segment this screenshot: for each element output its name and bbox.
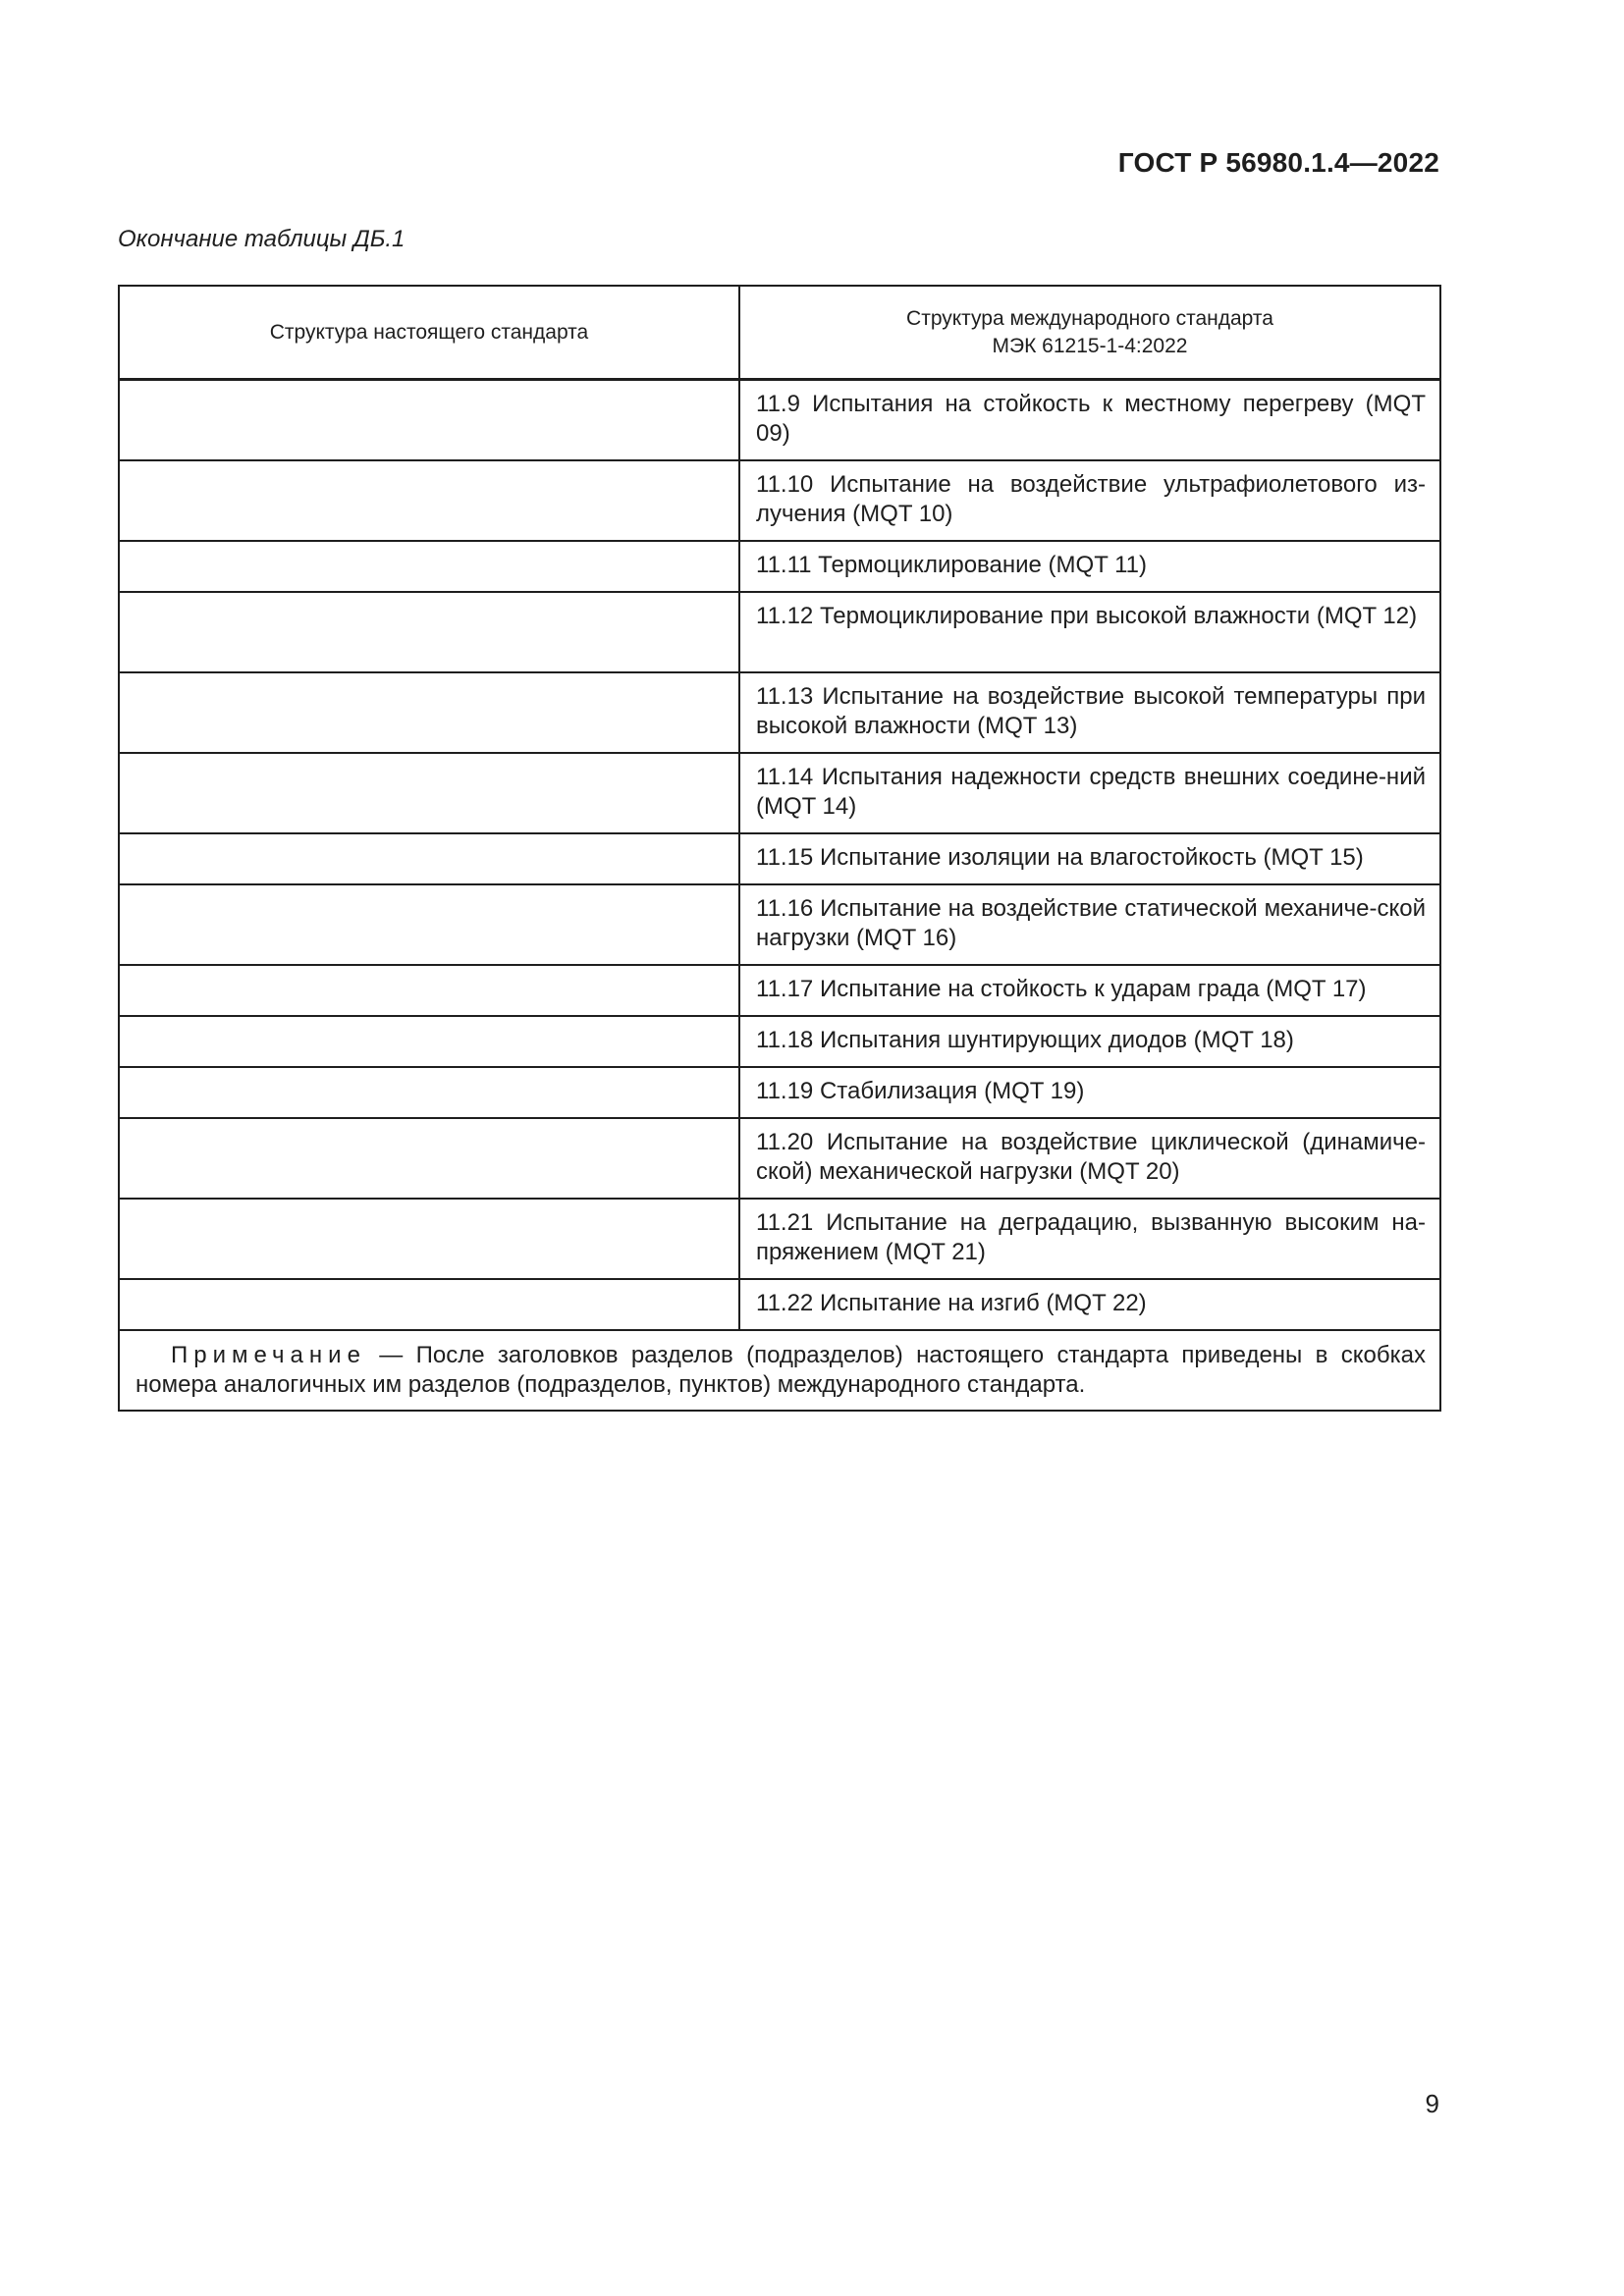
table-body xyxy=(119,380,1440,1331)
note-label: Примечание xyxy=(171,1342,366,1368)
table-row xyxy=(119,460,1440,541)
note-text: — После заголовков разделов (подразделов) настоящего стандарта приведены в скобках номера аналогичных им разделов (подразделов, пунктов) международного стандарта. xyxy=(135,1342,1426,1398)
table-header-row xyxy=(119,286,1440,380)
column-header-right-line2: МЭК 61215-1-4:2022 xyxy=(992,334,1188,357)
international-standard-cell: 11.16 Испытание на воздействие статической механиче-ской нагрузки (MQT 16) xyxy=(739,884,1440,965)
international-standard-cell: 11.11 Термоциклирование (MQT 11) xyxy=(739,541,1440,592)
table-row xyxy=(119,380,1440,461)
national-standard-cell xyxy=(119,672,739,753)
table-footer xyxy=(119,1330,1440,1411)
page-number: 9 xyxy=(1425,2089,1439,2118)
international-standard-cell: 11.10 Испытание на воздействие ультрафиолетового из-лучения (MQT 10) xyxy=(739,460,1440,541)
table-caption: Окончание таблицы ДБ.1 xyxy=(118,226,406,252)
national-standard-cell xyxy=(119,592,739,672)
national-standard-cell xyxy=(119,965,739,1016)
national-standard-cell xyxy=(119,833,739,884)
national-standard-cell xyxy=(119,1016,739,1067)
national-standard-cell xyxy=(119,884,739,965)
international-standard-cell: 11.12 Термоциклирование при высокой влажности (MQT 12) xyxy=(739,592,1440,672)
international-standard-cell: 11.18 Испытания шунтирующих диодов (MQT 18) xyxy=(739,1016,1440,1067)
column-header-left-text: Структура настоящего стандарта xyxy=(269,320,589,344)
table-row xyxy=(119,672,1440,753)
international-standard-cell: 11.21 Испытание на деградацию, вызванную высоким на-пряжением (MQT 21) xyxy=(739,1199,1440,1279)
column-header-international-standard xyxy=(739,286,1440,380)
international-standard-cell: 11.20 Испытание на воздействие циклической (динамиче-ской) механической нагрузки (MQT 20) xyxy=(739,1118,1440,1199)
table-row xyxy=(119,1199,1440,1279)
table-row xyxy=(119,541,1440,592)
table-note-row xyxy=(119,1330,1440,1411)
document-code: ГОСТ Р 56980.1.4—2022 xyxy=(1117,147,1439,178)
international-standard-cell: 11.9 Испытания на стойкость к местному перегреву (MQT 09) xyxy=(739,380,1440,461)
international-standard-cell: 11.13 Испытание на воздействие высокой температуры при высокой влажности (MQT 13) xyxy=(739,672,1440,753)
table-row xyxy=(119,753,1440,833)
table-row xyxy=(119,1067,1440,1118)
table-row xyxy=(119,965,1440,1016)
table-row xyxy=(119,1279,1440,1330)
table-row xyxy=(119,884,1440,965)
national-standard-cell xyxy=(119,1118,739,1199)
national-standard-cell xyxy=(119,460,739,541)
international-standard-cell: 11.14 Испытания надежности средств внешних соедине-ний (MQT 14) xyxy=(739,753,1440,833)
national-standard-cell xyxy=(119,380,739,461)
table-row xyxy=(119,1118,1440,1199)
national-standard-cell xyxy=(119,1199,739,1279)
international-standard-cell: 11.17 Испытание на стойкость к ударам града (MQT 17) xyxy=(739,965,1440,1016)
national-standard-cell xyxy=(119,753,739,833)
national-standard-cell xyxy=(119,541,739,592)
table-row xyxy=(119,1016,1440,1067)
column-header-right-line1: Структура международного стандарта xyxy=(906,307,1273,331)
table-note xyxy=(119,1330,1440,1411)
table-row xyxy=(119,592,1440,672)
column-header-national-standard xyxy=(119,286,739,380)
international-standard-cell: 11.19 Стабилизация (MQT 19) xyxy=(739,1067,1440,1118)
national-standard-cell xyxy=(119,1279,739,1330)
international-standard-cell: 11.22 Испытание на изгиб (MQT 22) xyxy=(739,1279,1440,1330)
structure-comparison-table xyxy=(118,285,1441,1412)
table-header xyxy=(119,286,1440,380)
international-standard-cell: 11.15 Испытание изоляции на влагостойкость (MQT 15) xyxy=(739,833,1440,884)
table-row xyxy=(119,833,1440,884)
national-standard-cell xyxy=(119,1067,739,1118)
